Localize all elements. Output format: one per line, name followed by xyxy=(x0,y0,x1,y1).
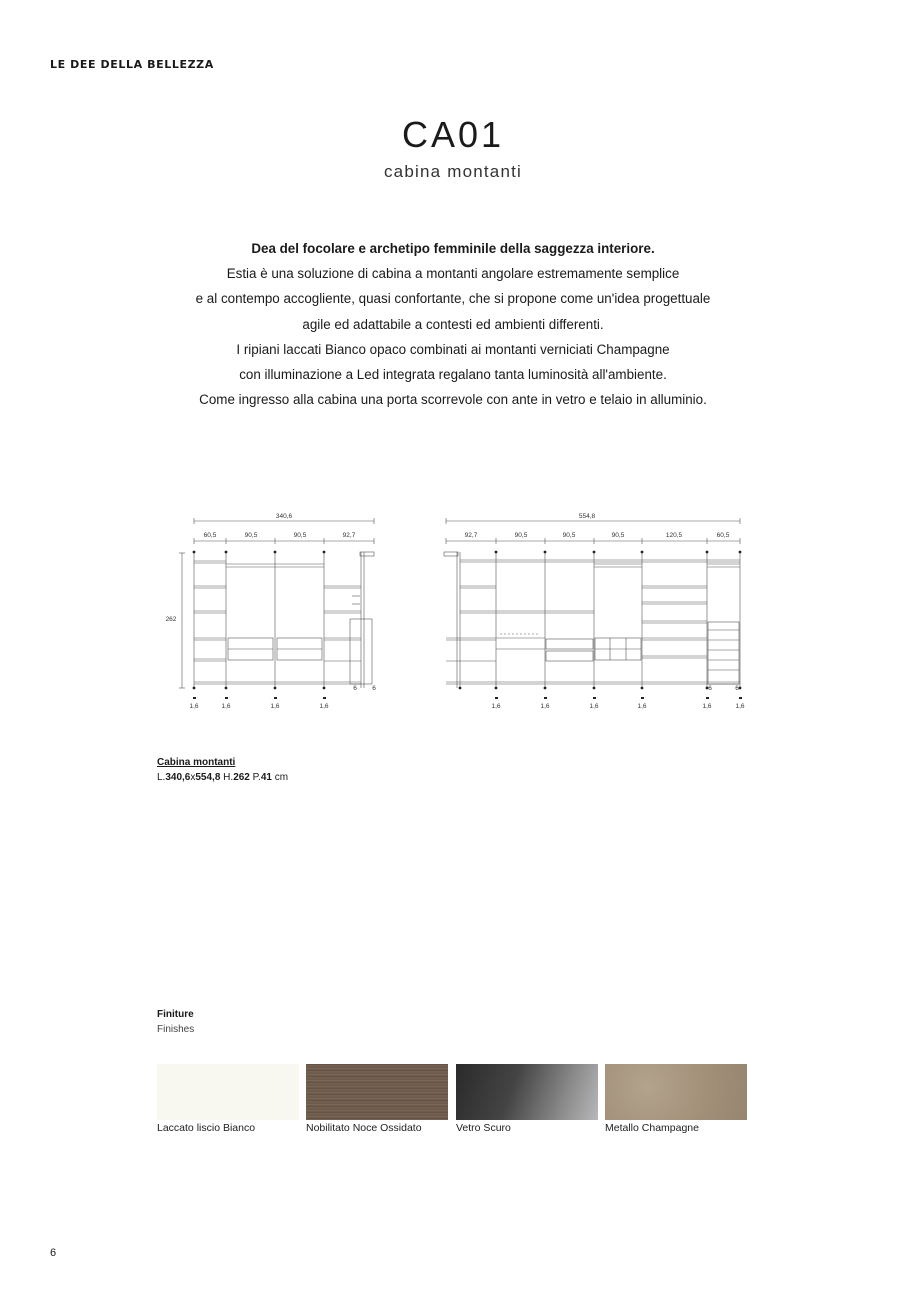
swatch-vetro-scuro xyxy=(456,1064,598,1120)
dim-side: 6 xyxy=(735,685,739,692)
swatch-noce-ossidato xyxy=(306,1064,448,1120)
dimensions-block xyxy=(157,755,288,785)
dim-segment: 92,7 xyxy=(342,532,356,539)
dimensions-label: Cabina montanti xyxy=(157,757,236,768)
swatch-label: Nobilitato Noce Ossidato xyxy=(306,1122,422,1134)
dim-segment: 92,7 xyxy=(464,532,478,539)
dim-bottom: 1,6 xyxy=(491,703,501,710)
dim-segment: 90,5 xyxy=(293,532,307,539)
product-code: CA01 xyxy=(401,114,505,155)
dim-bottom: 1,6 xyxy=(270,703,280,710)
dimensions-values: L.340,6x554,8 H.262 P.41 cm xyxy=(157,772,289,783)
finishes-title: Finiture xyxy=(157,1009,194,1020)
dim-bottom: 1,6 xyxy=(189,703,199,710)
right-elevation-drawing xyxy=(440,506,750,716)
swatch-label: Metallo Champagne xyxy=(605,1122,699,1134)
dim-total: 340,6 xyxy=(275,513,293,520)
left-elevation-drawing xyxy=(160,506,390,716)
dim-bottom: 1,6 xyxy=(319,703,329,710)
dim-total: 554,8 xyxy=(578,513,596,520)
dim-side: 6 xyxy=(372,685,376,692)
description-line: agile ed adattabile a contesti ed ambienti differenti. xyxy=(302,316,604,332)
dim-segment: 120,5 xyxy=(665,532,683,539)
description-lead: Dea del focolare e archetipo femminile della saggezza interiore. xyxy=(251,241,655,256)
swatch-label: Laccato liscio Bianco xyxy=(157,1122,256,1134)
product-subtitle: cabina montanti xyxy=(383,162,523,181)
swatch-laccato-bianco xyxy=(157,1064,299,1120)
dim-bottom: 1,6 xyxy=(637,703,647,710)
dim-bottom: 1,6 xyxy=(702,703,712,710)
page-number: 6 xyxy=(50,1247,57,1259)
brand-header: LE DEE DELLA BELLEZZA xyxy=(50,58,214,71)
finishes-heading xyxy=(157,1007,194,1037)
swatch-metallo-champagne xyxy=(605,1064,747,1120)
description-line: e al contempo accogliente, quasi confortante, che si propone come un'idea progettuale xyxy=(195,291,711,307)
dim-height: 262 xyxy=(165,616,177,623)
dim-segment: 60,5 xyxy=(716,532,730,539)
description-line: I ripiani laccati Bianco opaco combinati ai montanti verniciati Champagne xyxy=(236,341,670,357)
dim-bottom: 1,6 xyxy=(221,703,231,710)
dim-segment: 60,5 xyxy=(203,532,217,539)
description-line: Come ingresso alla cabina una porta scorrevole con ante in vetro e telaio in alluminio. xyxy=(199,392,707,408)
description xyxy=(0,236,906,412)
dim-bottom: 1,6 xyxy=(589,703,599,710)
description-line: Estia è una soluzione di cabina a montanti angolare estremamente semplice xyxy=(226,266,680,282)
dim-segment: 90,5 xyxy=(514,532,528,539)
dim-segment: 90,5 xyxy=(562,532,576,539)
dim-segment: 90,5 xyxy=(244,532,258,539)
dim-side: 6 xyxy=(708,685,712,692)
dim-bottom: 1,6 xyxy=(735,703,745,710)
description-line: con illuminazione a Led integrata regalano tanta luminosità all'ambiente. xyxy=(239,367,667,383)
dim-side: 6 xyxy=(353,685,357,692)
dim-bottom: 1,6 xyxy=(540,703,550,710)
dim-segment: 90,5 xyxy=(611,532,625,539)
finishes-subtitle: Finishes xyxy=(157,1024,195,1035)
swatch-label: Vetro Scuro xyxy=(456,1122,511,1134)
